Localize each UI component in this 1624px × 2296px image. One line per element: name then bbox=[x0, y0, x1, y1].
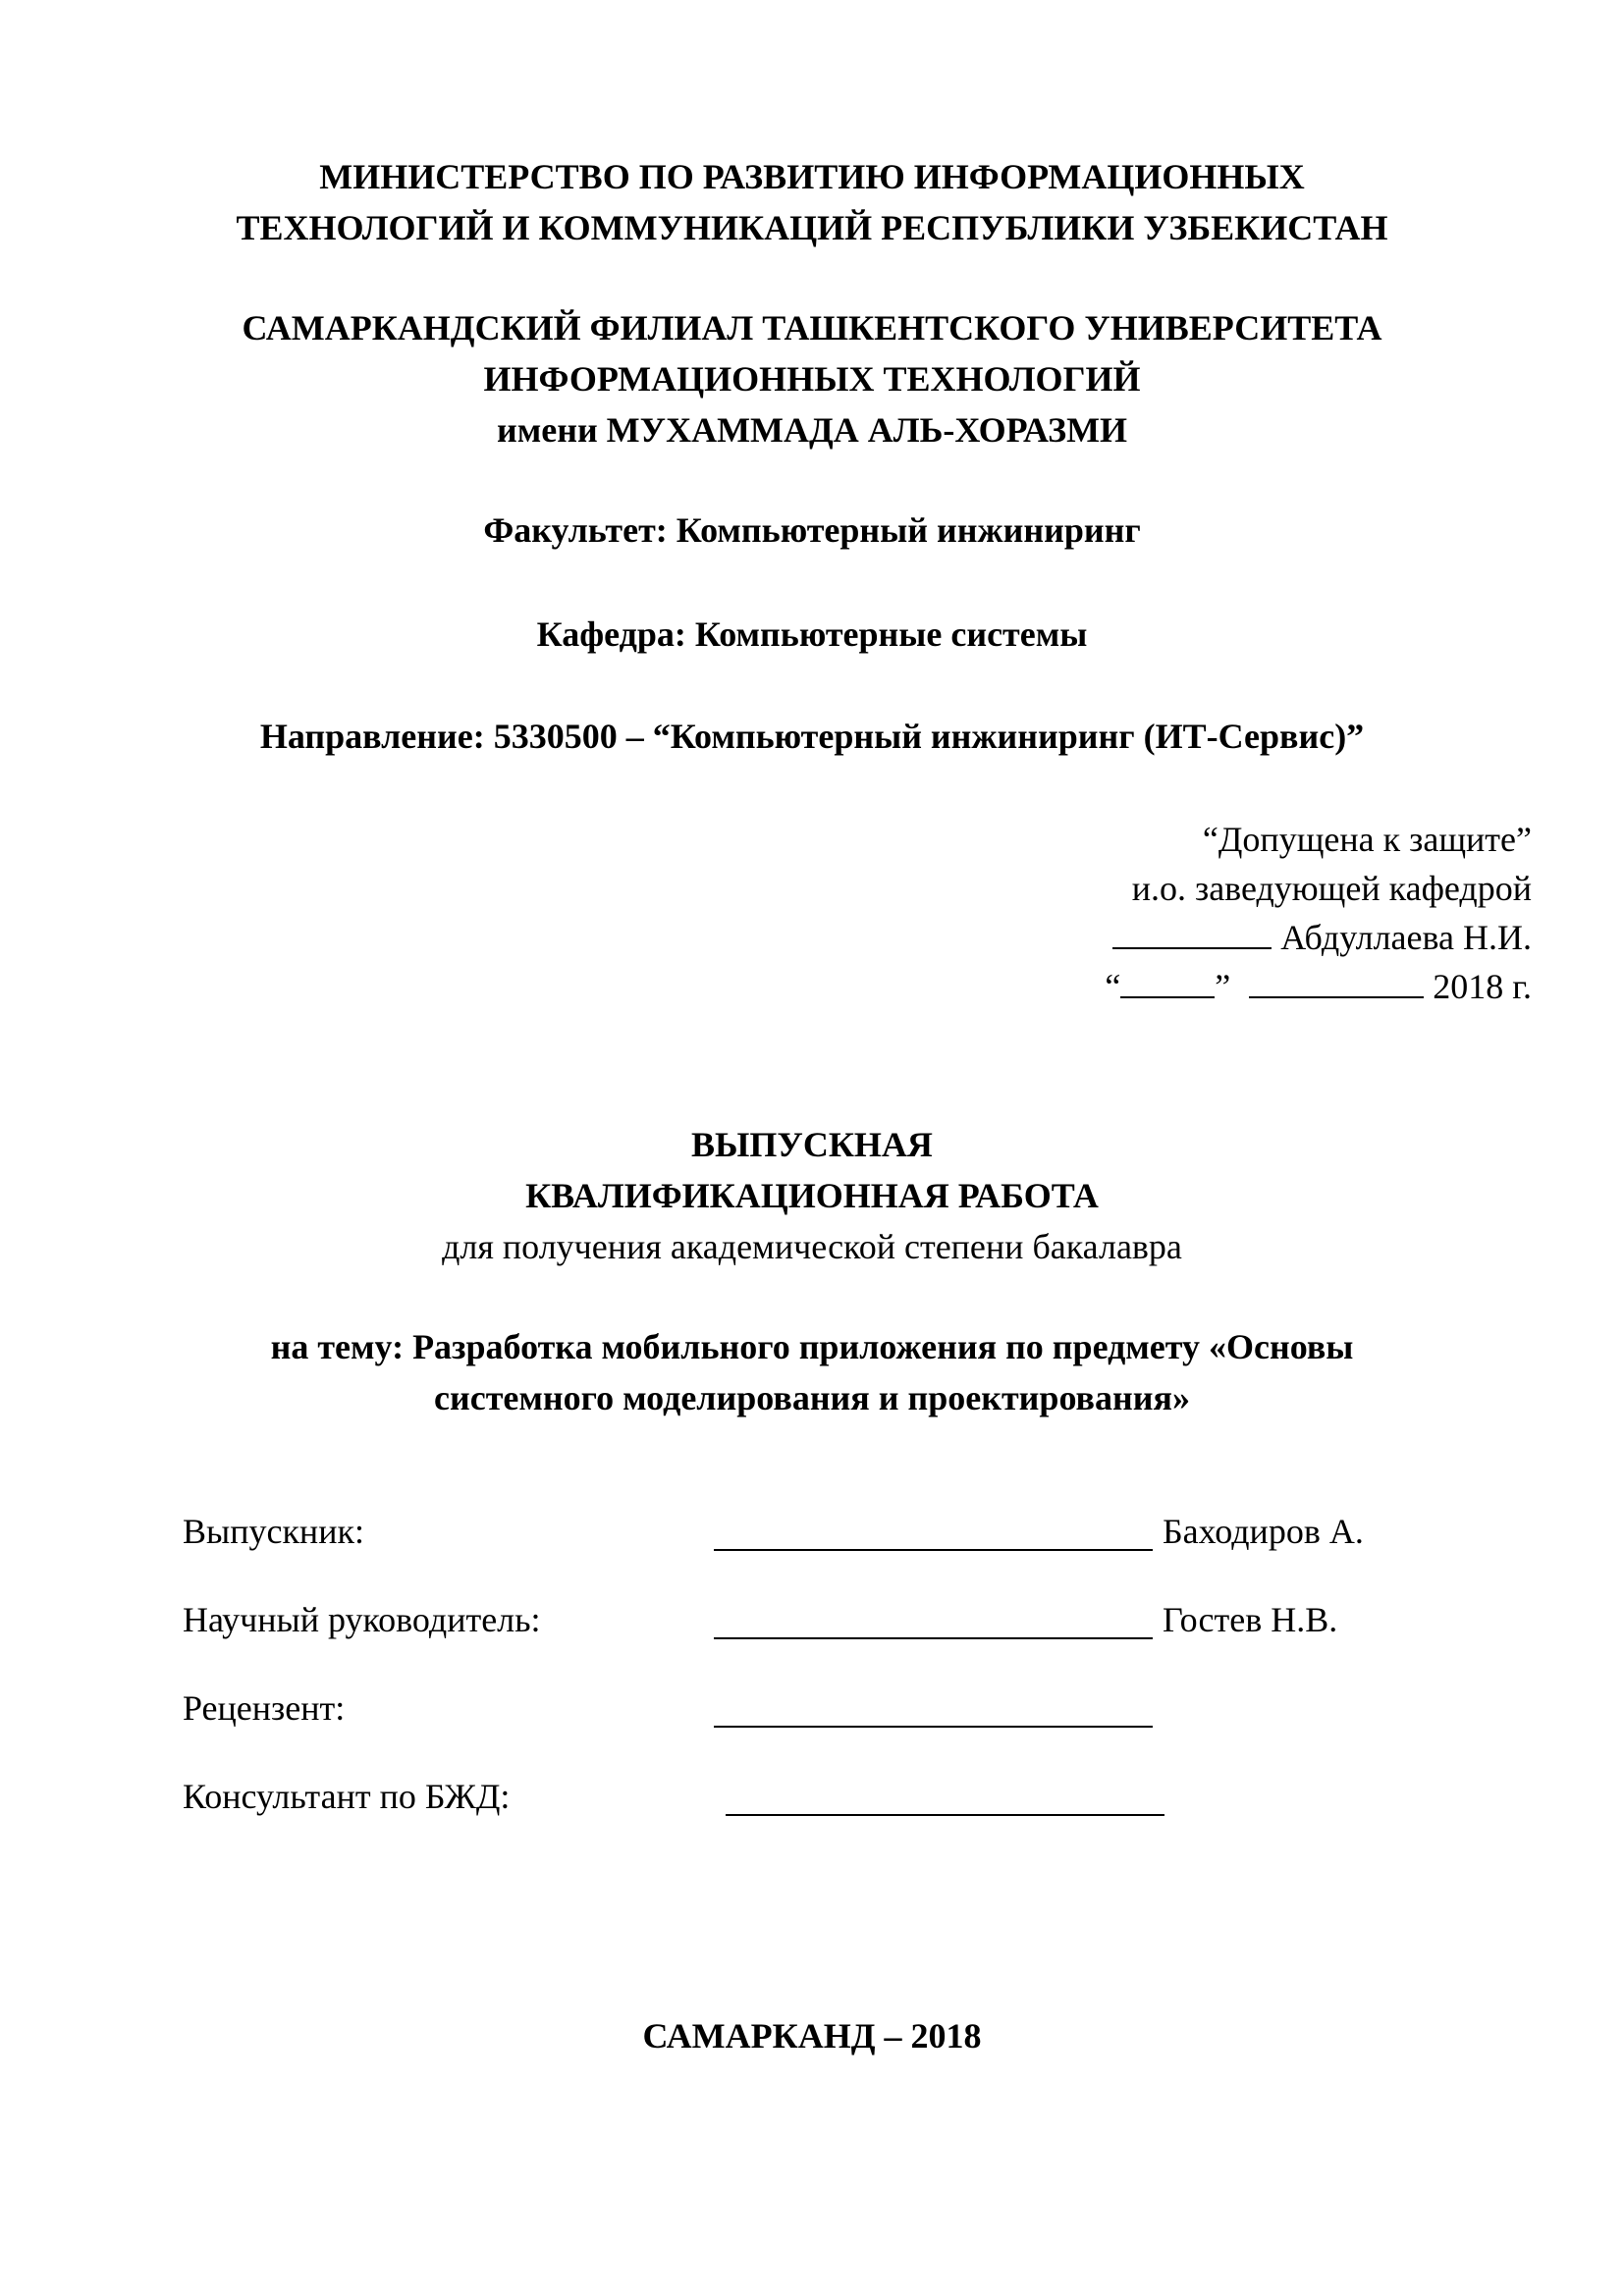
graduate-label: Выпускник: bbox=[183, 1512, 364, 1551]
approval-quote-close: ” bbox=[1215, 967, 1231, 1006]
topic-line-1: на тему: Разработка мобильного приложения по предмету «Основы bbox=[270, 1327, 1354, 1366]
supervisor-signature-line bbox=[714, 1637, 1153, 1639]
safety-consultant-label: Консультант по БЖД: bbox=[183, 1777, 511, 1816]
approval-year: 2018 г. bbox=[1433, 967, 1532, 1006]
supervisor-name: Гостев Н.В. bbox=[1163, 1600, 1338, 1639]
footer-city-year: САМАРКАНД – 2018 bbox=[642, 2016, 982, 2056]
faculty-line: Факультет: Компьютерный инжиниринг bbox=[483, 510, 1141, 550]
ministry-line-1: МИНИСТЕРСТВО ПО РАЗВИТИЮ ИНФОРМАЦИОННЫХ bbox=[319, 157, 1305, 196]
direction-line: Направление: 5330500 – “Компьютерный инжиниринг (ИТ-Сервис)” bbox=[259, 717, 1365, 756]
approval-month-blank bbox=[1249, 967, 1424, 998]
work-subtitle: для получения академической степени бакалавра bbox=[442, 1227, 1182, 1266]
approval-name: Абдуллаева Н.И. bbox=[1280, 918, 1532, 957]
approval-date-line bbox=[1021, 962, 1532, 1011]
topic-line-2: системного моделирования и проектирования» bbox=[434, 1378, 1190, 1417]
reviewer-label: Рецензент: bbox=[183, 1688, 346, 1728]
approval-line-1: “Допущена к защите” bbox=[1202, 820, 1532, 859]
branch-line-1: САМАРКАНДСКИЙ ФИЛИАЛ ТАШКЕНТСКОГО УНИВЕРСИТЕТА bbox=[242, 308, 1382, 347]
approval-line-2: и.о. заведующей кафедрой bbox=[1131, 869, 1532, 908]
work-title-line-2: КВАЛИФИКАЦИОННАЯ РАБОТА bbox=[525, 1176, 1099, 1215]
approval-signature-line bbox=[1021, 913, 1532, 962]
approval-signature-blank bbox=[1112, 918, 1272, 949]
branch-line-3: имени МУХАММАДА АЛЬ-ХОРАЗМИ bbox=[496, 410, 1128, 450]
supervisor-label: Научный руководитель: bbox=[183, 1600, 541, 1639]
approval-day-blank bbox=[1120, 967, 1215, 998]
approval-block bbox=[1021, 815, 1532, 1011]
work-title-line-1: ВЫПУСКНАЯ bbox=[691, 1125, 933, 1164]
safety-consultant-signature-line bbox=[726, 1814, 1164, 1816]
graduate-name: Баходиров А. bbox=[1163, 1512, 1364, 1551]
branch-line-2: ИНФОРМАЦИОННЫХ ТЕХНОЛОГИЙ bbox=[483, 359, 1141, 399]
department-line: Кафедра: Компьютерные системы bbox=[536, 614, 1088, 654]
reviewer-signature-line bbox=[714, 1726, 1153, 1728]
approval-quote-open: “ bbox=[1105, 967, 1121, 1006]
ministry-line-2: ТЕХНОЛОГИЙ И КОММУНИКАЦИЙ РЕСПУБЛИКИ УЗБЕКИСТАН bbox=[236, 208, 1388, 247]
graduate-signature-line bbox=[714, 1549, 1153, 1551]
